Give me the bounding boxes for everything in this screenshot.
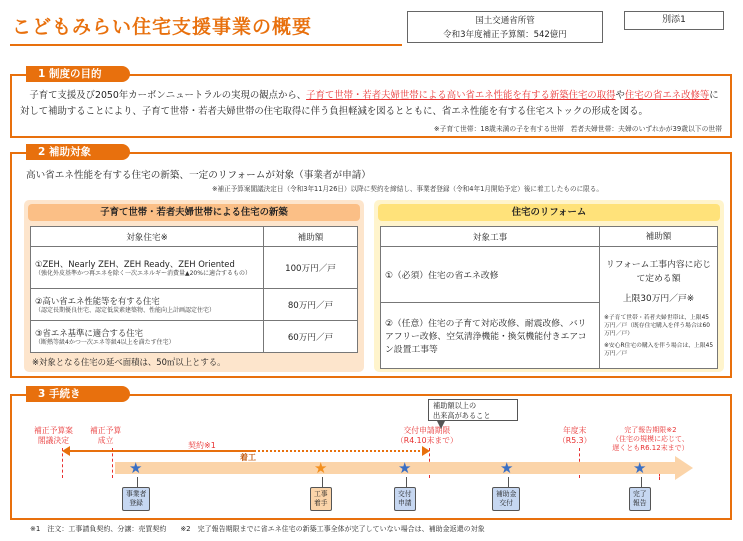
table-row xyxy=(31,321,358,353)
purpose-highlight-reform: 住宅の省エネ改修等 xyxy=(624,90,710,101)
row-title: ①ZEH、Nearly ZEH、ZEH Ready、ZEH Oriented xyxy=(35,258,235,269)
step-register: 事業者 登録 xyxy=(122,487,150,511)
label-apply-deadline: 交付申請期限 （R4.10末まで） xyxy=(396,426,458,445)
star-icon: ★ xyxy=(500,459,514,477)
row-title: ③省エネ基準に適合する住宅 xyxy=(35,327,144,338)
new-build-heading: 子育て世帯・若者夫婦世帯による住宅の新築 xyxy=(28,204,360,221)
connector xyxy=(641,477,642,487)
step-report: 完了 報告 xyxy=(629,487,651,511)
section-procedure-label: 3 手続き xyxy=(26,386,130,402)
step-apply: 交付 申請 xyxy=(394,487,416,511)
budget-box xyxy=(407,11,603,43)
table-row xyxy=(31,247,358,289)
label-construction: 着工 xyxy=(240,453,256,462)
table-header: 補助額 xyxy=(600,227,718,247)
construction-arrow-icon xyxy=(675,456,693,480)
row-amount: 100万円／戸 xyxy=(264,247,358,289)
connector xyxy=(508,477,509,487)
table-row xyxy=(31,289,358,321)
floor-area-note: ※対象となる住宅の延べ面積は、50㎡以上とする。 xyxy=(32,357,226,367)
page-title: こどもみらい住宅支援事業の概要 xyxy=(12,16,313,38)
table-header: 対象住宅※ xyxy=(31,227,264,247)
purpose-mid: や xyxy=(615,90,625,101)
connector xyxy=(406,477,407,487)
target-note: ※補正予算案閣議決定日（令和3年11月26日）以降に契約を締結し、事業者登録（令和4年1月開始予定）後に着工したものに限る。 xyxy=(212,185,603,193)
section-purpose-label: 1 制度の目的 xyxy=(26,66,130,82)
amount-note: ※安心R住宅の購入を伴う場合は、上限45万円／戸 xyxy=(604,342,714,357)
label-budget-decision: 補正予算案 閣議決定 xyxy=(34,426,73,445)
connector xyxy=(322,477,323,487)
reform-table xyxy=(380,226,718,369)
star-icon: ★ xyxy=(314,459,328,477)
purpose-suffix: に対して補助することにより、子育て世帯・若者夫婦世帯の住宅取得に伴う負担軽減を図るとともに、省エネ性能を有する住宅ストックの形成を図る。 xyxy=(20,90,719,117)
label-report-deadline: 完了報告期限※2 （住宅の規模に応じて、 遅くともR6.12末まで） xyxy=(612,426,689,452)
purpose-prefix: 子育て支援及び2050年カーボンニュートラルの実現の観点から、 xyxy=(20,90,307,101)
purpose-highlight-new: 子育て世帯・若者夫婦世帯による高い省エネ性能を有する新築住宅の取得 xyxy=(306,90,616,101)
amount-cap: 上限30万円／戸※ xyxy=(622,293,695,304)
budget-text: 令和3年度補正予算額：542億円 xyxy=(443,30,567,40)
contract-arrow-dotted xyxy=(254,450,424,452)
row-amount: 60万円／戸 xyxy=(264,321,358,353)
step-grant: 補助金 交付 xyxy=(492,487,520,511)
amount-note: ※子育て世帯・若者夫婦世帯は、上限45万円／戸（既存住宅購入を伴う場合は60万円／戸） xyxy=(604,314,710,337)
star-icon: ★ xyxy=(398,459,412,477)
section-purpose xyxy=(10,74,732,138)
star-icon: ★ xyxy=(633,459,647,477)
construction-bar xyxy=(115,459,675,477)
timeline-marker xyxy=(112,448,113,478)
title-underline xyxy=(10,44,402,46)
reform-amount xyxy=(600,247,718,369)
contract-arrow xyxy=(68,450,254,452)
callout-pointer-icon xyxy=(437,421,445,429)
row-title: ①（必須）住宅の省エネ改修 xyxy=(381,247,600,303)
progress-callout: 補助額以上の 出来高があること xyxy=(428,399,518,421)
star-icon: ★ xyxy=(129,459,143,477)
connector xyxy=(137,477,138,487)
section-target-label: 2 補助対象 xyxy=(26,144,130,160)
row-title: ②高い省エネ性能等を有する住宅 xyxy=(35,295,160,306)
row-sub: （強化外皮基準かつ再エネを除く一次エネルギー消費量▲20%に適合するもの） xyxy=(35,269,251,277)
table-header: 補助額 xyxy=(264,227,358,247)
new-build-panel xyxy=(24,200,364,372)
table-row xyxy=(381,247,718,303)
purpose-note: ※子育て世帯：18歳未満の子を有する世帯 若者夫婦世帯：夫婦のいずれかが39歳以下の世帯 xyxy=(433,125,722,133)
purpose-text xyxy=(20,88,722,120)
label-year-end: 年度末 （R5.3） xyxy=(558,426,592,445)
table-header: 対象工事 xyxy=(381,227,600,247)
arrowhead-right-icon xyxy=(422,446,430,456)
row-title: ②（任意）住宅の子育て対応改修、耐震改修、バリアフリー改修、空気清浄機能・換気機能付きエアコン設置工事等 xyxy=(381,303,600,369)
step-start: 工事 着手 xyxy=(310,487,332,511)
new-build-table xyxy=(30,226,358,353)
row-sub: （断熱等級4かつ一次エネ等級4以上を満たす住宅） xyxy=(35,338,175,346)
row-sub: （認定長期優良住宅、認定低炭素建築物、性能向上計画認定住宅） xyxy=(35,306,216,314)
reform-panel xyxy=(374,200,724,372)
procedure-footnote: ※1 注文：工事請負契約、分譲：売買契約 ※2 完了報告期限までに省エネ住宅の新築工事全体が完了していない場合は、補助金返還の対象 xyxy=(30,525,485,533)
target-lead: 高い省エネ性能を有する住宅の新築、一定のリフォームが対象（事業者が申請） xyxy=(26,170,371,181)
row-amount: 80万円／戸 xyxy=(264,289,358,321)
label-contract: 契約※1 xyxy=(188,441,216,450)
reform-heading: 住宅のリフォーム xyxy=(378,204,720,221)
section-target xyxy=(10,152,732,378)
ministry-text: 国土交通省所管 xyxy=(475,16,535,26)
amount-main: リフォーム工事内容に応じて定める額 xyxy=(605,259,712,284)
section-procedure xyxy=(10,394,732,520)
label-budget-pass: 補正予算 成立 xyxy=(90,426,122,445)
annex-label: 別添1 xyxy=(624,11,724,30)
